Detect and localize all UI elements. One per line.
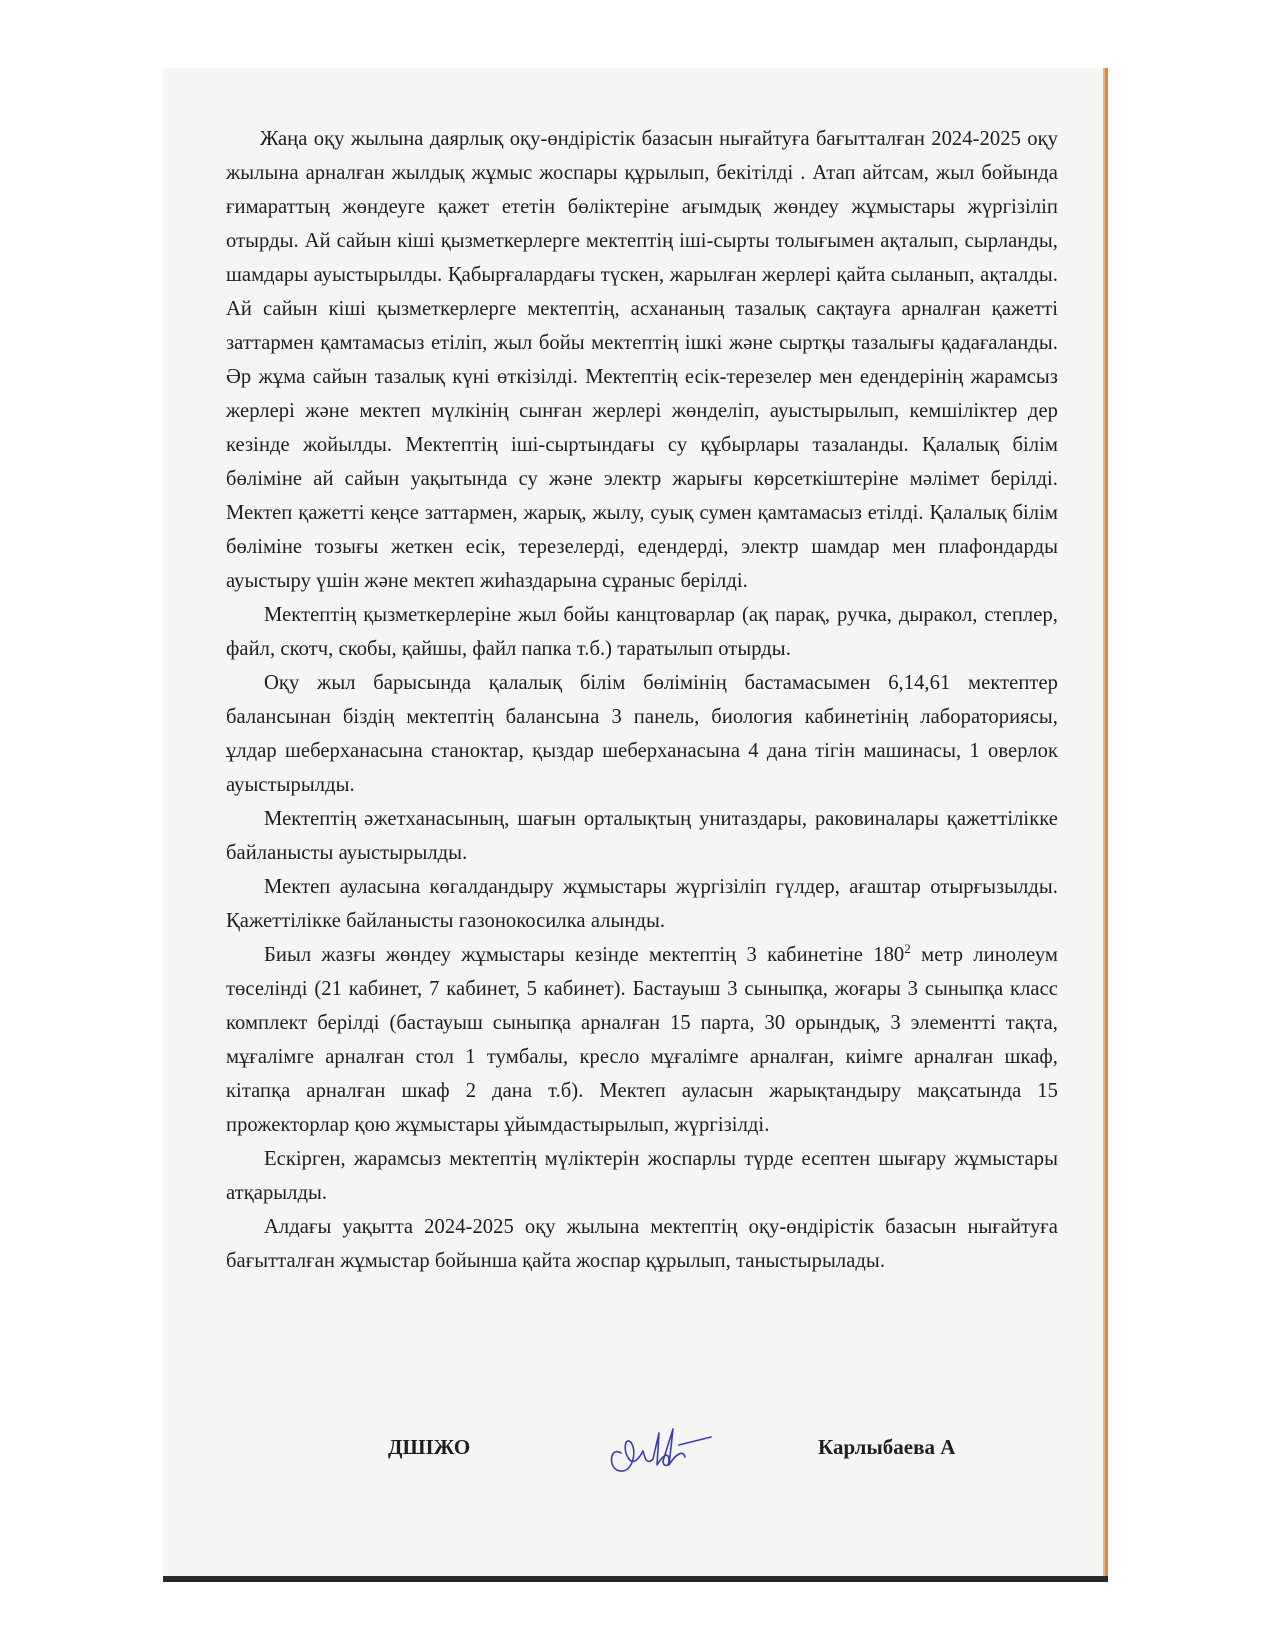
page-bottom-edge	[163, 1576, 1108, 1582]
signer-name: Карлыбаева А	[818, 1435, 956, 1459]
paragraph-6-text-b: метр линолеум төселінді (21 кабинет, 7 кабинет, 5 кабинет). Бастауыш 3 сыныпқа, жоғары 3 сыныпқа класс комплект берілді (бастауыш сыныпқа арналған 15 парта, 30 орындық, 3 элементті тақта, мұғалімге арналған стол 1 тумбалы, кресло мұғалімге арналған, киімге арналған шкаф, кітапқа арналған шкаф 2 дана т.б). Мектеп ауласын жарықтандыру мақсатында 15 прожекторлар қою жұмыстары ұйымдастырылып, жүргізілді.	[226, 944, 1059, 1136]
paragraph-1: Жаңа оқу жылына даярлық оқу-өндірістік базасын нығайтуға бағытталған 2024-2025 оқу жылына арналған жылдық жұмыс жоспары құрылып, бекітілді . Атап айтсам, жыл бойында ғимараттың жөндеуге қажет ететін бөліктеріне ағымдық жөндеу жұмыстары жүргізіліп отырды. Ай сайын кіші қызметкерлерге мектептің іші-сырты толығымен ақталып, сырланды, шамдары ауыстырылды. Қабырғалардағы түскен, жарылған жерлері қайта сыланып, ақталды. Ай сайын кіші қызметкерлерге мектептің, асхананың тазалық сақтауға арналған қажетті заттармен қамтамасыз етіліп, жыл бойы мектептің ішкі және сыртқы тазалығы қадағаланды. Әр жұма сайын тазалық күні өткізілді. Мектептің есік-терезелер мен едендерінің жарамсыз жерлері және мектеп мүлкінің сынған жерлері жөнделіп, ауыстырылып, кемшіліктер дер кезінде жойылды. Мектептің іші-сыртындағы су құбырлары тазаланды. Қалалық білім бөліміне ай сайын уақытында су және электр жарығы көрсеткіштеріне мәлімет берілді. Мектеп қажетті кеңсе заттармен, жарық, жылу, суық сумен қамтамасыз етілді. Қалалық білім бөліміне тозығы жеткен есік, терезелерді, едендерді, электр шамдар мен плафондарды ауыстыру үшін және мектеп жиһаздарына сұраныс берілді.	[226, 128, 1058, 592]
paragraph-2: Мектептің қызметкерлеріне жыл бойы канцтоварлар (ақ парақ, ручка, дыракол, степлер, файл, скотч, скобы, қайшы, файл папка т.б.) таратылып отырды.	[226, 604, 1058, 660]
paragraph-7: Ескірген, жарамсыз мектептің мүліктерін жоспарлы түрде есептен шығару жұмыстары атқарылды.	[226, 1148, 1058, 1204]
handwritten-signature	[599, 1415, 719, 1479]
document-body	[226, 122, 1058, 1278]
paragraph-4: Мектептің әжетханасының, шағын орталықтың унитаздары, раковиналары қажеттілікке байланысты ауыстырылды.	[226, 808, 1058, 864]
signature-block	[163, 1415, 1105, 1485]
superscript-2: 2	[904, 941, 911, 957]
paragraph-3: Оқу жыл барысында қалалық білім бөлімінің бастамасымен 6,14,61 мектептер балансынан біздің мектептің балансына 3 панель, биология кабинетінің лабораториясы, ұлдар шеберханасына станоктар, қыздар шеберханасына 4 дана тігін машинасы, 1 оверлок ауыстырылды.	[226, 672, 1058, 796]
paragraph-8: Алдағы уақытта 2024-2025 оқу жылына мектептің оқу-өндірістік базасын нығайтуға бағытталған жұмыстар бойынша қайта жоспар құрылып, таныстырылады.	[226, 1216, 1058, 1272]
signer-role: ДШІЖО	[388, 1435, 471, 1459]
paragraph-5: Мектеп ауласына көгалдандыру жұмыстары жүргізіліп гүлдер, ағаштар отырғызылды. Қажеттілікке байланысты газонокосилка алынды.	[226, 876, 1058, 932]
paragraph-6	[226, 938, 1058, 1142]
paragraph-6-text-a: Биыл жазғы жөндеу жұмыстары кезінде мектептің 3 кабинетіне 180	[264, 944, 905, 966]
